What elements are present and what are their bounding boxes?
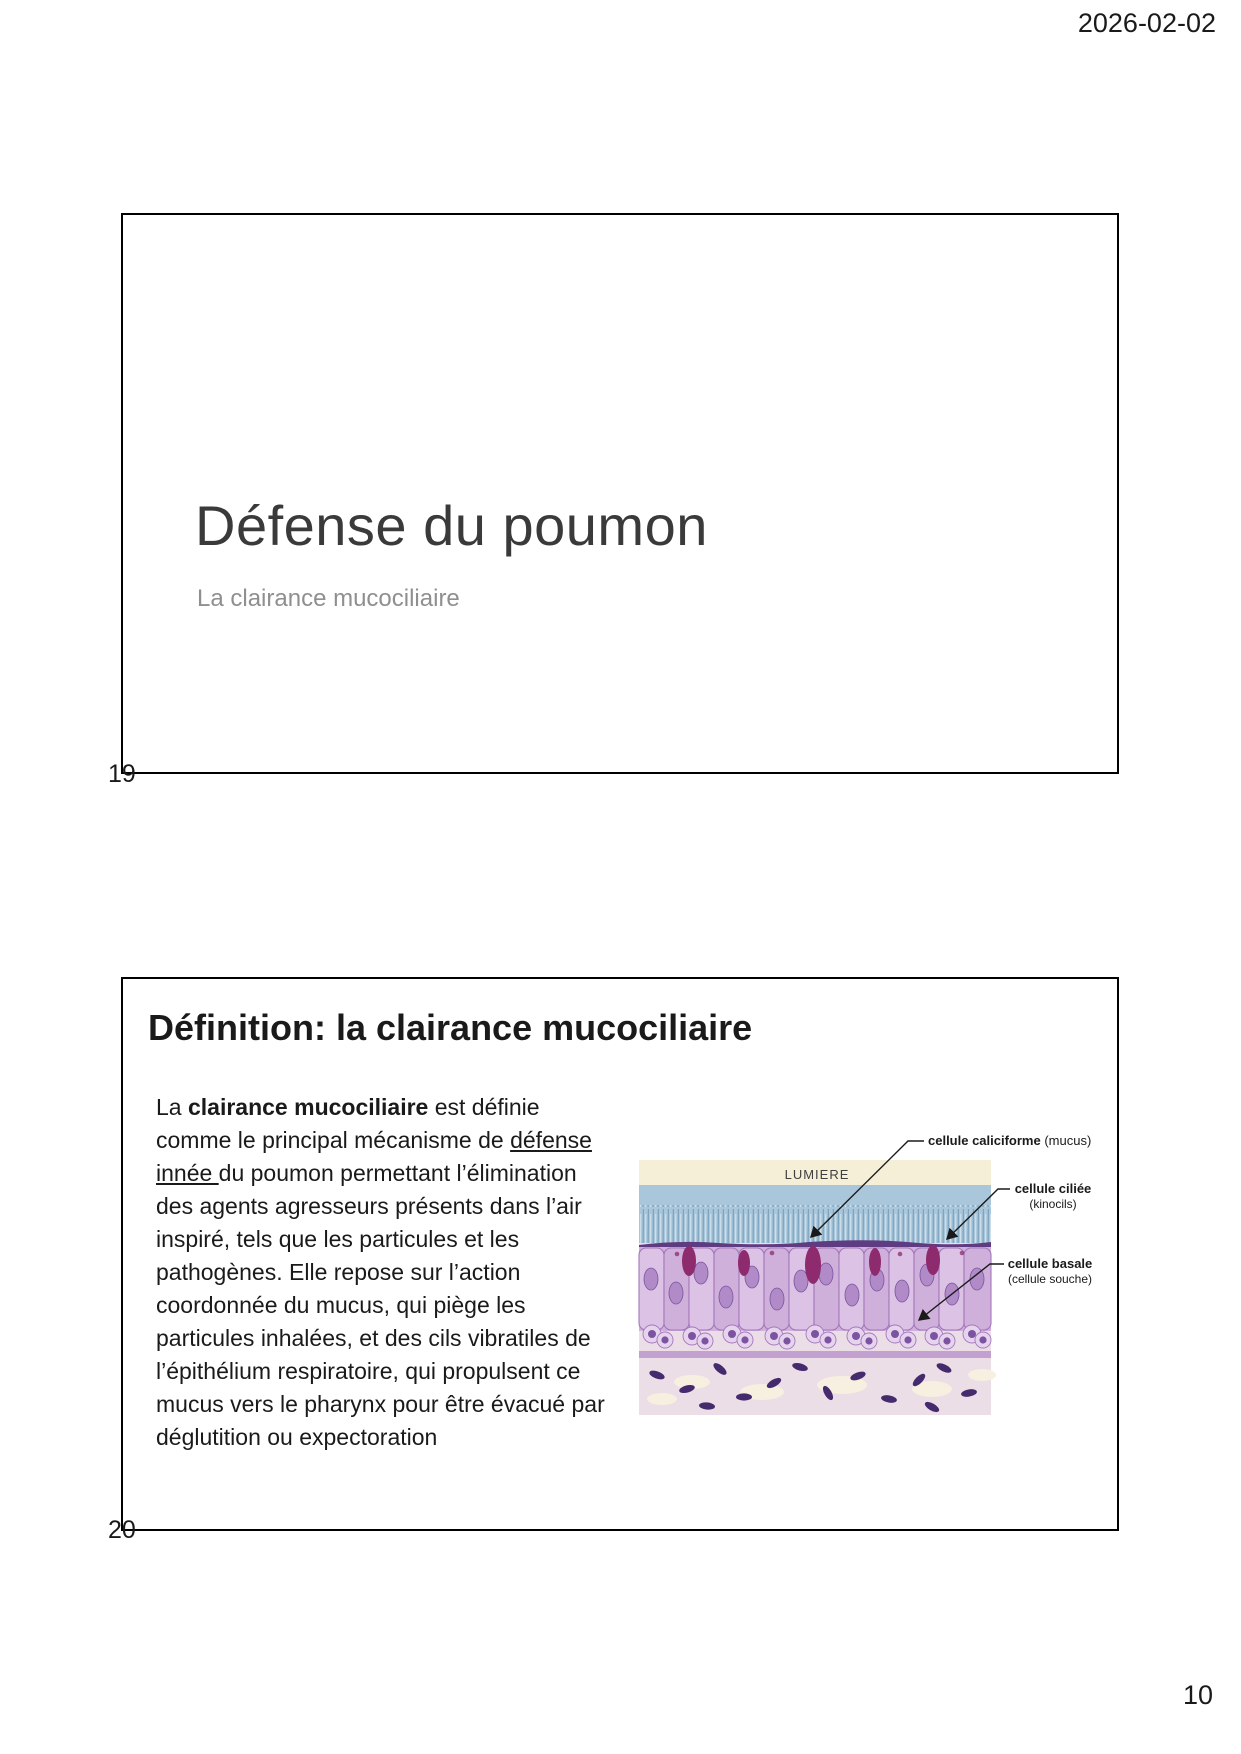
slide-subtitle: La clairance mucociliaire xyxy=(197,585,460,612)
micrograph-layers xyxy=(639,1160,996,1415)
body-bold-term: clairance mucociliaire xyxy=(187,1094,429,1120)
definition-title: Définition: la clairance mucociliaire xyxy=(148,1007,753,1048)
slide-number-19: 19 xyxy=(108,760,136,788)
body-seg1: La xyxy=(156,1094,188,1120)
definition-paragraph xyxy=(156,1091,618,1454)
slide-20 xyxy=(121,977,1119,1531)
body-seg3: est définie comme le principal mécanisme de xyxy=(156,1094,540,1153)
lumen-label: LUMIERE xyxy=(784,1167,850,1182)
ciliee-sublabel: (kinocils) xyxy=(1029,1197,1077,1211)
slide-number-20: 20 xyxy=(108,1516,136,1544)
header-date: 2026-02-02 xyxy=(1077,8,1216,38)
basale-label: cellule basale xyxy=(1007,1256,1093,1271)
page-number: 10 xyxy=(1182,1680,1213,1710)
epithelium-figure xyxy=(632,1127,1102,1419)
caliciforme-label: cellule caliciforme (mucus) xyxy=(928,1133,1092,1148)
basale-sublabel: (cellule souche) xyxy=(1007,1272,1093,1286)
ciliee-label: cellule ciliée xyxy=(1014,1181,1092,1196)
slide-title: Défense du poumon xyxy=(195,494,708,557)
epithelium-micrograph xyxy=(632,1127,1102,1419)
body-seg5: du poumon permettant l’élimination des agents agresseurs présents dans l’air inspiré, tels que les particules et les pathogènes. Elle repose sur l’action coordonnée du mucus, qui piège les particules inhalées, et des cils vibratiles de l’épithélium respiratoire, qui propulsent ce mucus vers le pharynx pour être évacué par déglutition ou expectoration xyxy=(156,1160,605,1450)
body-underlined-term: défense innée xyxy=(156,1127,592,1186)
slide-19 xyxy=(121,213,1119,774)
